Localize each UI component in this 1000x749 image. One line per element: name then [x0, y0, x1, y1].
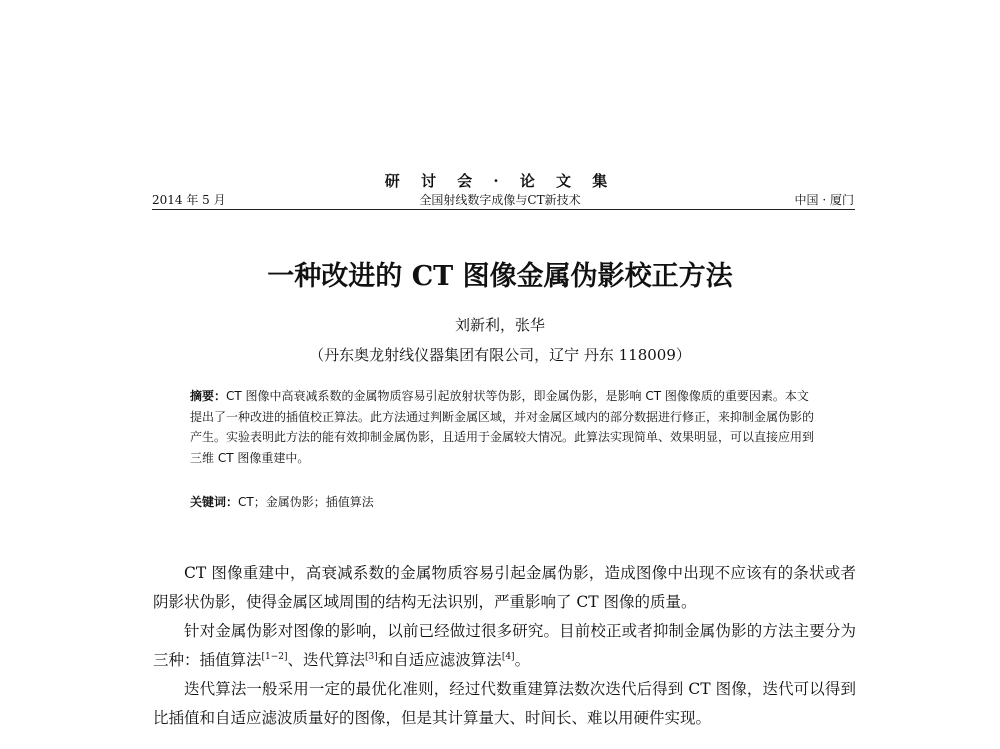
paper-affiliation: （丹东奥龙射线仪器集团有限公司，辽宁 丹东 118009）: [309, 346, 691, 364]
paper-authors: 刘新利，张华: [454, 316, 545, 334]
keywords-block: [190, 493, 820, 510]
header-date: 2014 年 5 月: [152, 193, 226, 207]
header-location: 中国 · 厦门: [794, 193, 854, 207]
keywords-text: CT；金属伪影；插值算法: [238, 495, 374, 509]
body-paragraph-3: 迭代算法一般采用一定的最优化准则，经过代数重建算法数次迭代后得到 CT 图像，迭代可以得到比插值和自适应滤波质量好的图像，但是其计算量大、时间长、难以用硬件实现。: [153, 680, 856, 727]
proceedings-label: 研 讨 会 · 论 文 集: [384, 172, 616, 190]
abstract-block: [190, 386, 820, 468]
citation-ref: [3]: [365, 652, 378, 662]
paper-title: 一种改进的 CT 图像金属伪影校正方法: [267, 261, 733, 292]
header-rule: [152, 209, 855, 210]
citation-ref: [1−2]: [261, 652, 288, 662]
paragraph-2-text-a: 针对金属伪影对图像的影响，以前已经做过很多研究。目前校正或者抑制金属伪影的方法主要分为三种：插值算法: [153, 622, 856, 669]
paragraph-2-text-d: 。: [514, 651, 531, 669]
keywords-label: 关键词：: [190, 495, 239, 509]
body-paragraph-1: CT 图像重建中，高衰减系数的金属物质容易引起金属伪影，造成图像中出现不应该有的条状或者阴影状伪影，使得金属区域周围的结构无法识别，严重影响了 CT 图像的质量。: [153, 564, 856, 611]
body-paragraph-2: [153, 617, 856, 675]
paragraph-2-text-b: 、迭代算法: [287, 651, 366, 669]
body-text: [153, 559, 856, 733]
paragraph-2-text-c: 和自适应滤波算法: [377, 651, 502, 669]
abstract-text: CT 图像中高衰减系数的金属物质容易引起放射状等伪影，即金属伪影，是影响 CT 图像像质的重要因素。本文提出了一种改进的插值校正算法。此方法通过判断金属区域，并对金属区域内的部分数据进行修正，来抑制金属伪影的产生。实验表明此方法的能有效抑制金属伪影，且适用于金属较大情况。此算法实现简单、效果明显，可以直接应用到三维 CT 图像重建中。: [190, 389, 815, 465]
conference-name: 全国射线数字成像与CT新技术: [419, 193, 581, 207]
citation-ref: [4]: [501, 652, 515, 662]
abstract-label: 摘要：: [190, 389, 227, 403]
